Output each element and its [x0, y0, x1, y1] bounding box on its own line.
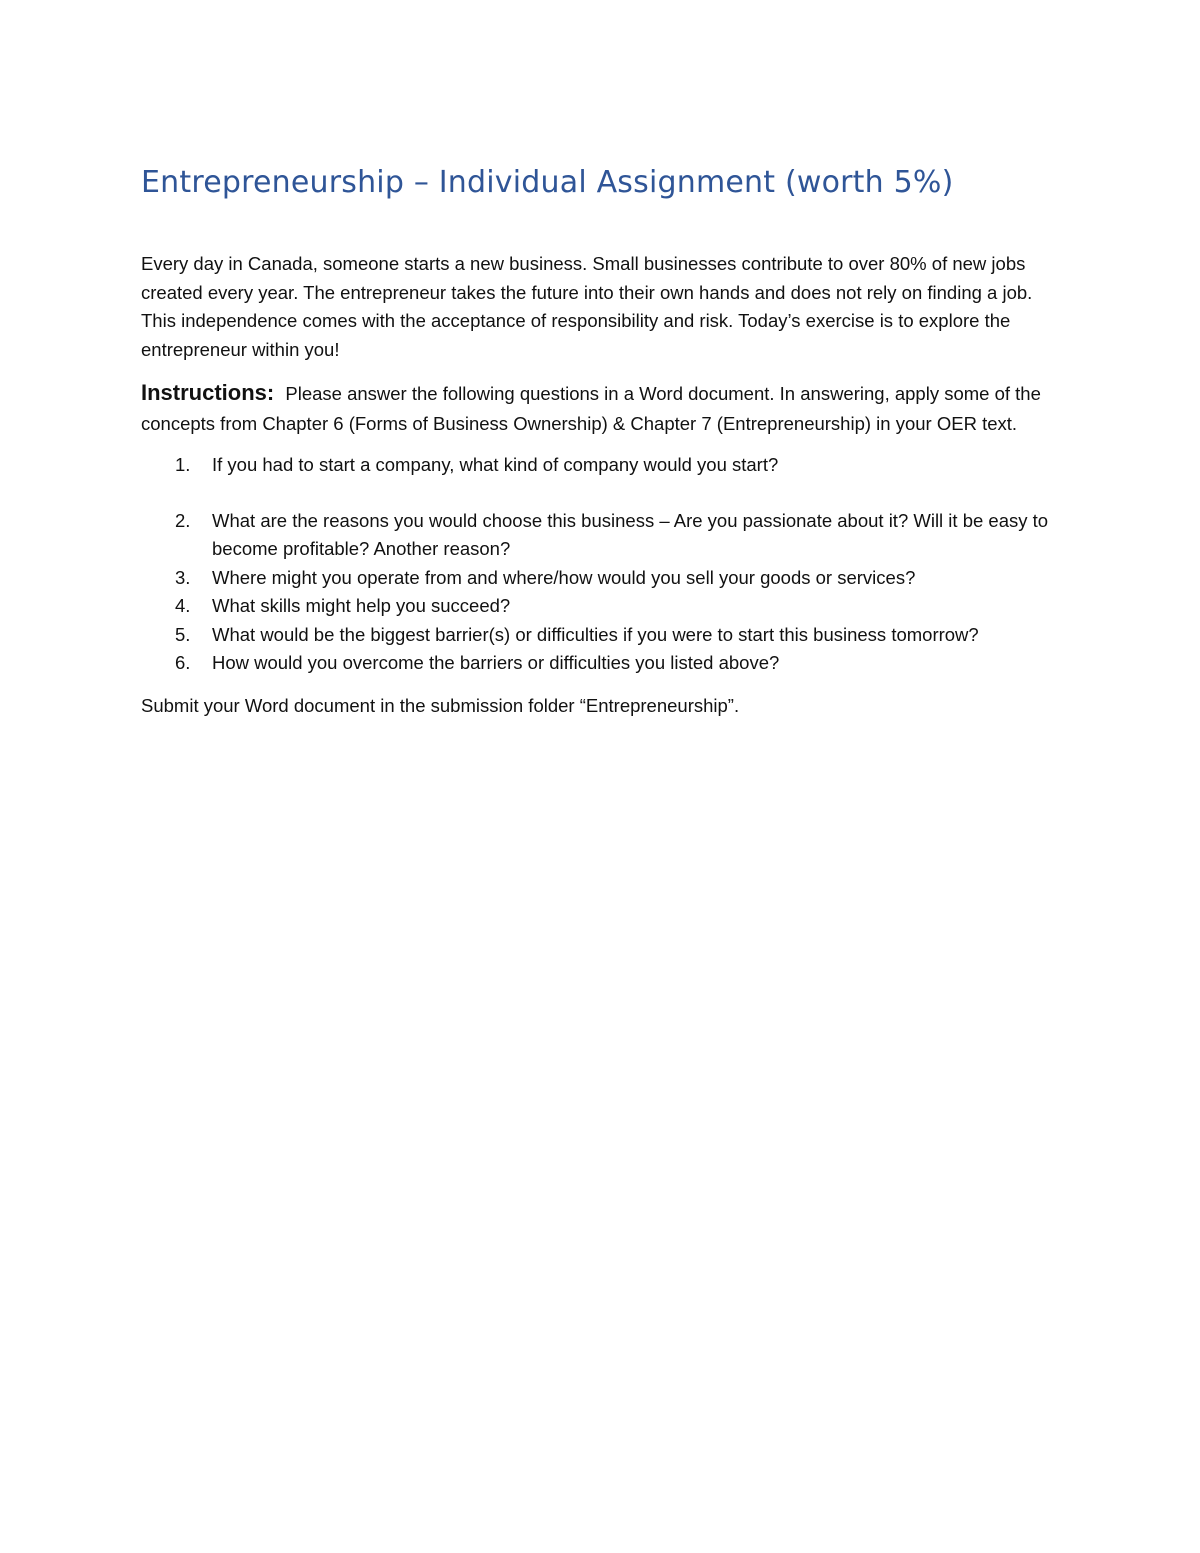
closing-paragraph: Submit your Word document in the submission folder “Entrepreneurship”.	[141, 694, 740, 716]
question-number: 2.	[175, 509, 191, 531]
question-item	[141, 564, 1061, 593]
question-item	[141, 451, 1061, 480]
instructions-label: Instructions:	[141, 380, 275, 405]
question-number: 5.	[175, 623, 191, 645]
question-item	[141, 649, 1061, 678]
instructions-text: Please answer the following questions in a Word document. In answering, apply some of the concepts from Chapter 6 (Forms of Business Ownership) & Chapter 7 (Entrepreneurship) in your OER text.	[141, 383, 1041, 434]
question-text: How would you overcome the barriers or difficulties you listed above?	[212, 652, 780, 673]
instructions-paragraph	[141, 378, 1061, 439]
question-number: 1.	[175, 454, 191, 475]
question-number: 6.	[175, 652, 191, 673]
question-item	[141, 592, 1061, 621]
question-text: Where might you operate from and where/how would you sell your goods or services?	[212, 566, 916, 588]
question-text: If you had to start a company, what kind of company would you start?	[212, 454, 779, 475]
question-item	[141, 507, 1061, 564]
document-title: Entrepreneurship – Individual Assignment (worth 5%)	[141, 165, 954, 200]
intro-paragraph: Every day in Canada, someone starts a new business. Small businesses contribute to over 80% of new jobs created every year. The entrepreneur takes the future into their own hands and does not rely on finding a job. This independence comes with the acceptance of responsibility and risk. Today’s exercise is to explore the entrepreneur within you!	[141, 253, 1033, 360]
document-body	[141, 164, 1061, 720]
question-text: What are the reasons you would choose this business – Are you passionate about it? Will it be easy to become profitable? Another reason?	[212, 509, 1049, 559]
question-list	[141, 451, 1061, 678]
question-number: 4.	[175, 595, 191, 616]
question-item	[141, 621, 1061, 650]
question-number: 3.	[175, 566, 191, 588]
question-text: What skills might help you succeed?	[212, 595, 511, 616]
question-text: What would be the biggest barrier(s) or difficulties if you were to start this business tomorrow?	[212, 623, 979, 645]
